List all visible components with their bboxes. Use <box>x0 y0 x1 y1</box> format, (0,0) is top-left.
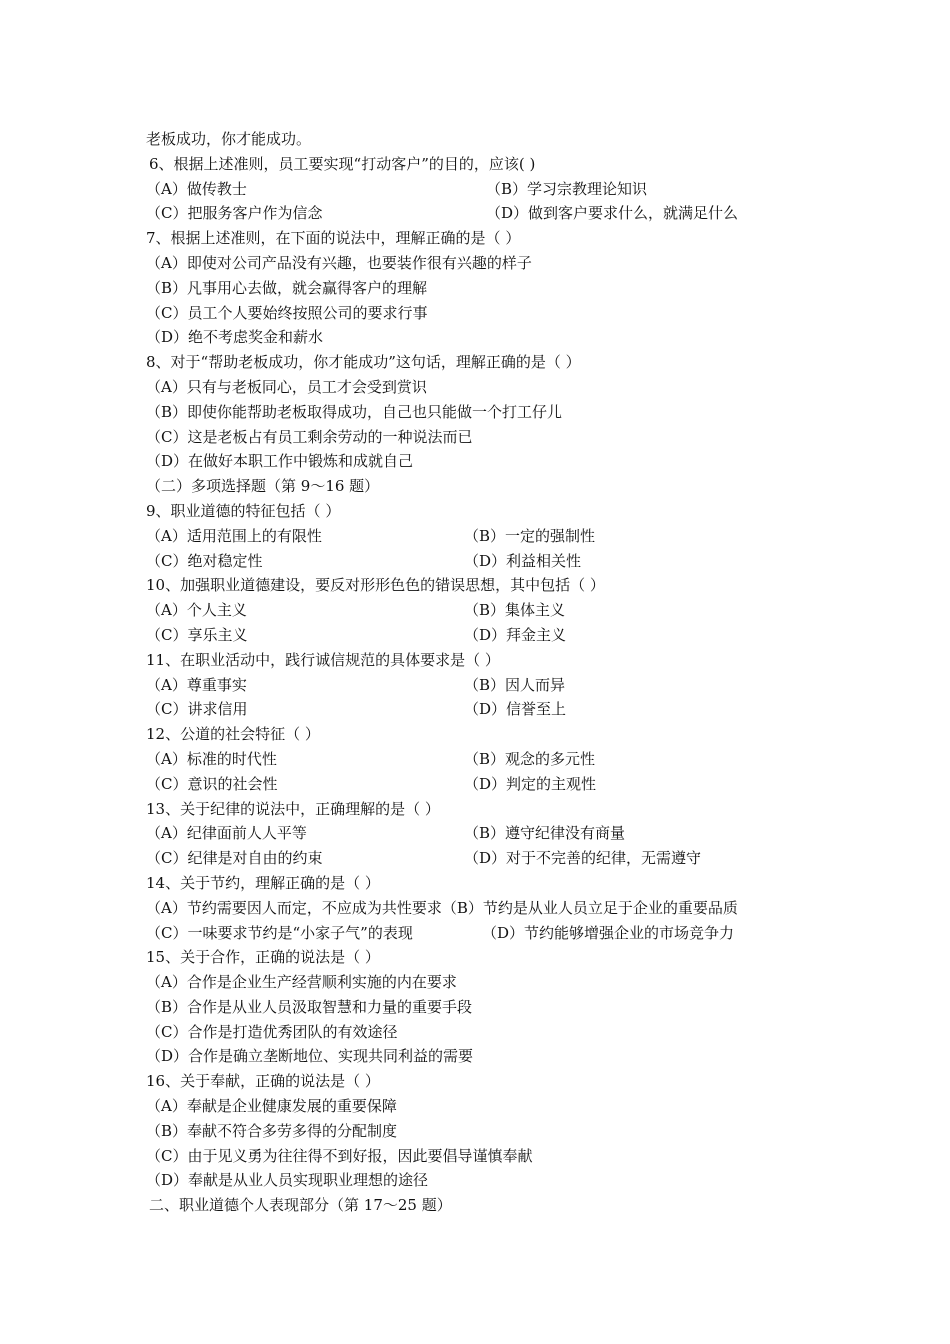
option-12a: （A）标准的时代性 <box>146 749 277 768</box>
question-13-options-cd <box>146 846 846 871</box>
question-12: 12、公道的社会特征（ ） <box>146 725 320 744</box>
option-16a: （A）奉献是企业健康发展的重要保障 <box>146 1097 397 1116</box>
option-13c: （C）纪律是对自由的约束 <box>146 849 323 868</box>
question-14-options-cd <box>146 921 846 946</box>
option-10a: （A）个人主义 <box>146 601 247 620</box>
option-11d: （D）信誉至上 <box>464 700 567 719</box>
option-10d: （D）拜金主义 <box>464 625 567 644</box>
question-15: 15、关于合作，正确的说法是（ ） <box>146 948 380 967</box>
question-16: 16、关于奉献，正确的说法是（ ） <box>146 1072 380 1091</box>
option-10b: （B）集体主义 <box>464 601 566 620</box>
intro-tail: 老板成功，你才能成功。 <box>146 130 312 148</box>
question-10: 10、加强职业道德建设，要反对形形色色的错误思想，其中包括（ ） <box>146 576 605 595</box>
question-9-options-cd <box>146 549 846 574</box>
option-9c: （C）绝对稳定性 <box>146 551 263 570</box>
question-11-options-cd <box>146 697 846 722</box>
option-7b: （B）凡事用心去做，就会赢得客户的理解 <box>146 278 428 297</box>
option-7a: （A）即使对公司产品没有兴趣，也要装作很有兴趣的样子 <box>146 253 532 272</box>
option-11a: （A）尊重事实 <box>146 675 247 694</box>
option-8c: （C）这是老板占有员工剩余劳动的一种说法而已 <box>146 427 473 446</box>
question-14: 14、关于节约，理解正确的是（ ） <box>146 873 380 892</box>
option-6d: （D）做到客户要求什么，就满足什么 <box>486 204 739 223</box>
question-9-options-ab <box>146 524 846 549</box>
option-16b: （B）奉献不符合多劳多得的分配制度 <box>146 1121 398 1140</box>
option-13a: （A）纪律面前人人平等 <box>146 824 307 843</box>
option-12b: （B）观念的多元性 <box>464 749 596 768</box>
question-13-options-ab <box>146 821 846 846</box>
option-15a: （A）合作是企业生产经营顺利实施的内在要求 <box>146 973 457 992</box>
option-13b: （B）遵守纪律没有商量 <box>464 824 626 843</box>
question-6-options-ab <box>146 177 846 202</box>
option-16d: （D）奉献是从业人员实现职业理想的途径 <box>146 1171 429 1190</box>
option-7d: （D）绝不考虑奖金和薪水 <box>146 328 324 347</box>
option-11c: （C）讲求信用 <box>146 700 248 719</box>
question-6-options-cd <box>146 201 846 226</box>
option-11b: （B）因人而异 <box>464 675 566 694</box>
question-11: 11、在职业活动中，践行诚信规范的具体要求是（ ） <box>146 650 500 669</box>
option-8d: （D）在做好本职工作中锻炼和成就自己 <box>146 452 414 471</box>
option-12c: （C）意识的社会性 <box>146 774 278 793</box>
question-12-options-cd <box>146 772 846 797</box>
option-10c: （C）享乐主义 <box>146 625 248 644</box>
question-6: 6、根据上述准则，员工要实现“打动客户”的目的，应该( ) <box>149 154 536 173</box>
option-14ab: （A）节约需要因人而定，不应成为共性要求（B）节约是从业人员立足于企业的重要品质 <box>146 898 738 917</box>
option-6c: （C）把服务客户作为信念 <box>146 204 323 223</box>
option-9a: （A）适用范围上的有限性 <box>146 526 322 545</box>
option-16c: （C）由于见义勇为往往得不到好报，因此要倡导谨慎奉献 <box>146 1146 533 1165</box>
option-9b: （B）一定的强制性 <box>464 526 596 545</box>
question-12-options-ab <box>146 747 846 772</box>
section-multiple-choice: （二）多项选择题（第 9～16 题） <box>146 477 380 496</box>
option-8a: （A）只有与老板同心，员工才会受到赏识 <box>146 377 427 396</box>
question-9: 9、职业道德的特征包括（ ） <box>146 501 341 520</box>
option-15d: （D）合作是确立垄断地位、实现共同利益的需要 <box>146 1047 474 1066</box>
option-14c: （C）一味要求节约是“小家子气”的表现 <box>146 923 413 942</box>
option-7c: （C）员工个人要始终按照公司的要求行事 <box>146 303 428 322</box>
option-6a: （A）做传教士 <box>146 179 247 198</box>
question-10-options-cd <box>146 623 846 648</box>
option-12d: （D）判定的主观性 <box>464 774 597 793</box>
option-15c: （C）合作是打造优秀团队的有效途径 <box>146 1022 398 1041</box>
option-13d: （D）对于不完善的纪律，无需遵守 <box>464 849 702 868</box>
exam-content <box>146 127 846 1218</box>
section-part-two: 二、职业道德个人表现部分（第 17～25 题） <box>149 1196 452 1215</box>
option-8b: （B）即使你能帮助老板取得成功，自己也只能做一个打工仔儿 <box>146 402 563 421</box>
option-9d: （D）利益相关性 <box>464 551 582 570</box>
question-13: 13、关于纪律的说法中，正确理解的是（ ） <box>146 799 440 818</box>
option-14d: （D）节约能够增强企业的市场竞争力 <box>482 923 735 942</box>
option-15b: （B）合作是从业人员汲取智慧和力量的重要手段 <box>146 997 473 1016</box>
option-6b: （B）学习宗教理论知识 <box>486 179 648 198</box>
question-11-options-ab <box>146 673 846 698</box>
question-10-options-ab <box>146 598 846 623</box>
question-7: 7、根据上述准则，在下面的说法中，理解正确的是（ ） <box>146 229 521 248</box>
question-8: 8、对于“帮助老板成功，你才能成功”这句话，理解正确的是（ ） <box>146 353 581 372</box>
